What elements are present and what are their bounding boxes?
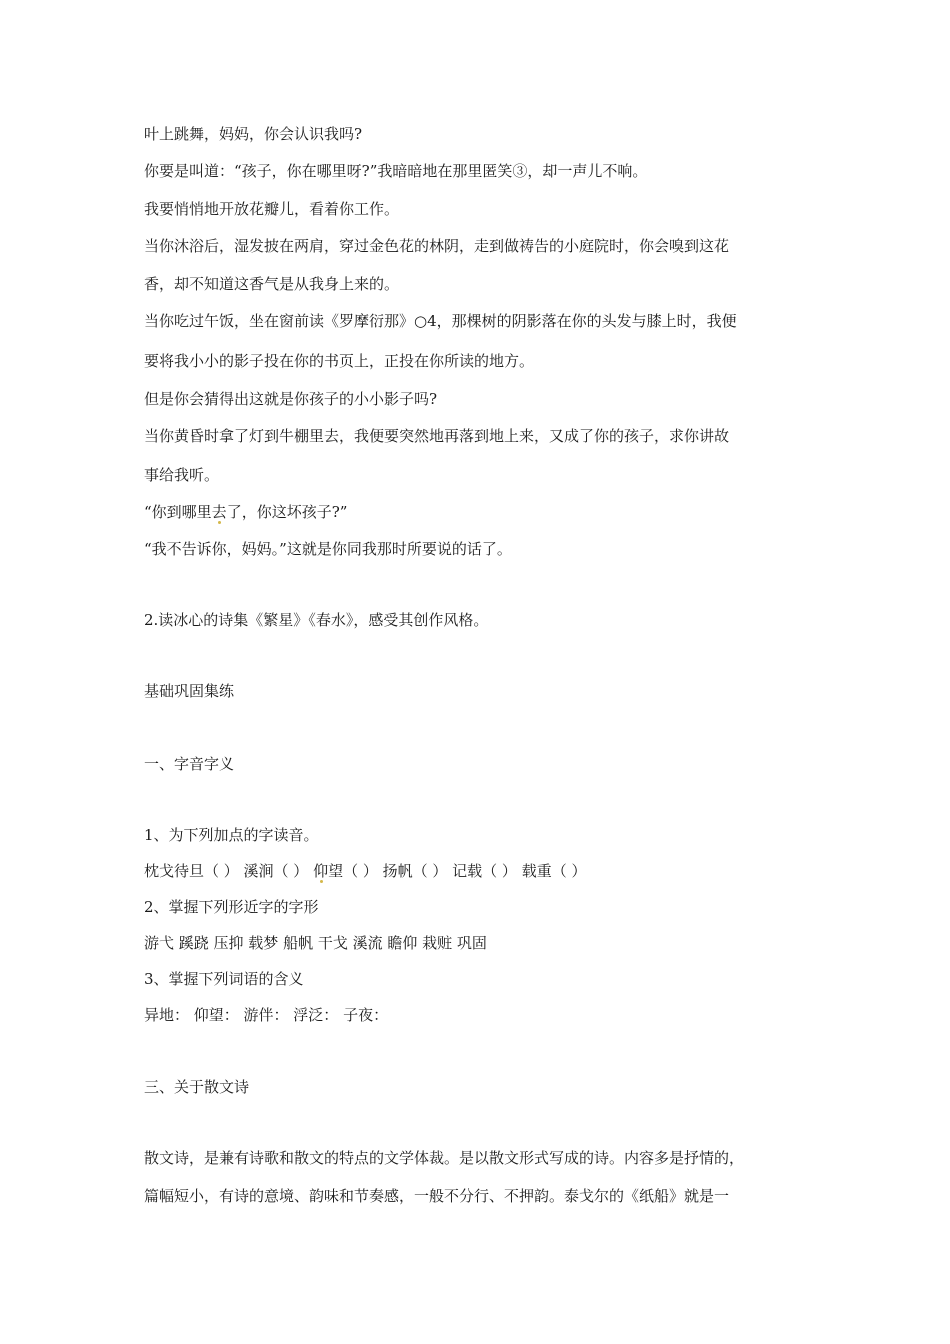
question-text: 望（ ） 扬帆（ ） 记载（ ） 载重（ ） <box>328 862 587 880</box>
poem-line: 当你黄昏时拿了灯到牛棚里去，我便要突然地再落到地上来，又成了你的孩子，求你讲故 <box>144 427 730 445</box>
poem-text: 了，你这坏孩子?” <box>226 503 348 521</box>
question-title: 1、为下列加点的字读音。 <box>144 826 319 844</box>
dotted-char: 去 <box>211 503 227 521</box>
poem-line: 香，却不知道这香气是从我身上来的。 <box>144 275 400 293</box>
poem-line: 但是你会猜得出这就是你孩子的小小影子吗? <box>144 390 438 408</box>
part-heading: 三、关于散文诗 <box>144 1078 250 1096</box>
poem-text: “你到哪里 <box>144 503 212 521</box>
poem-line: “我不告诉你，妈妈。”这就是你同我那时所要说的话了。 <box>144 540 512 558</box>
paragraph-line: 散文诗，是兼有诗歌和散文的特点的文学体裁。是以散文形式写成的诗。内容多是抒情的， <box>144 1149 745 1167</box>
poem-line: 当你沐浴后，湿发披在两肩，穿过金色花的林阴，走到做祷告的小庭院时，你会嗅到这花 <box>144 237 730 255</box>
question-line <box>144 861 586 881</box>
paragraph-line: 篇幅短小，有诗的意境、韵味和节奏感，一般不分行、不押韵。泰戈尔的《纸船》就是一 <box>144 1187 730 1205</box>
section-title: 基础巩固集练 <box>144 682 235 700</box>
question-title: 3、掌握下列词语的含义 <box>144 970 304 988</box>
poem-line: 当你吃过午饭，坐在窗前读《罗摩衍那》○4，那棵树的阴影落在你的头发与膝上时，我便 <box>144 312 737 330</box>
poem-line: 事给我听。 <box>144 466 220 484</box>
question-text: 枕戈待旦（ ） 溪涧（ ） <box>144 862 314 880</box>
poem-line: 我要悄悄地开放花瓣儿，看着你工作。 <box>144 200 400 218</box>
word-list: 异地： 仰望： 游伴： 浮泛： 子夜： <box>144 1006 389 1024</box>
poem-line <box>144 502 347 522</box>
part-heading: 一、字音字义 <box>144 755 235 773</box>
task-item: 2.读冰心的诗集《繁星》《春水》，感受其创作风格。 <box>144 611 489 629</box>
poem-line: 要将我小小的影子投在你的书页上，正投在你所读的地方。 <box>144 352 535 370</box>
poem-line: 你要是叫道：“孩子，你在哪里呀?”我暗暗地在那里匿笑③，却一声儿不响。 <box>144 162 648 180</box>
dotted-char: 仰 <box>313 862 329 880</box>
question-title: 2、掌握下列形近字的字形 <box>144 898 319 916</box>
poem-line: 叶上跳舞，妈妈，你会认识我吗? <box>144 125 363 143</box>
word-list: 游弋 蹊跷 压抑 载梦 船帆 干戈 溪流 瞻仰 栽赃 巩固 <box>144 934 487 952</box>
